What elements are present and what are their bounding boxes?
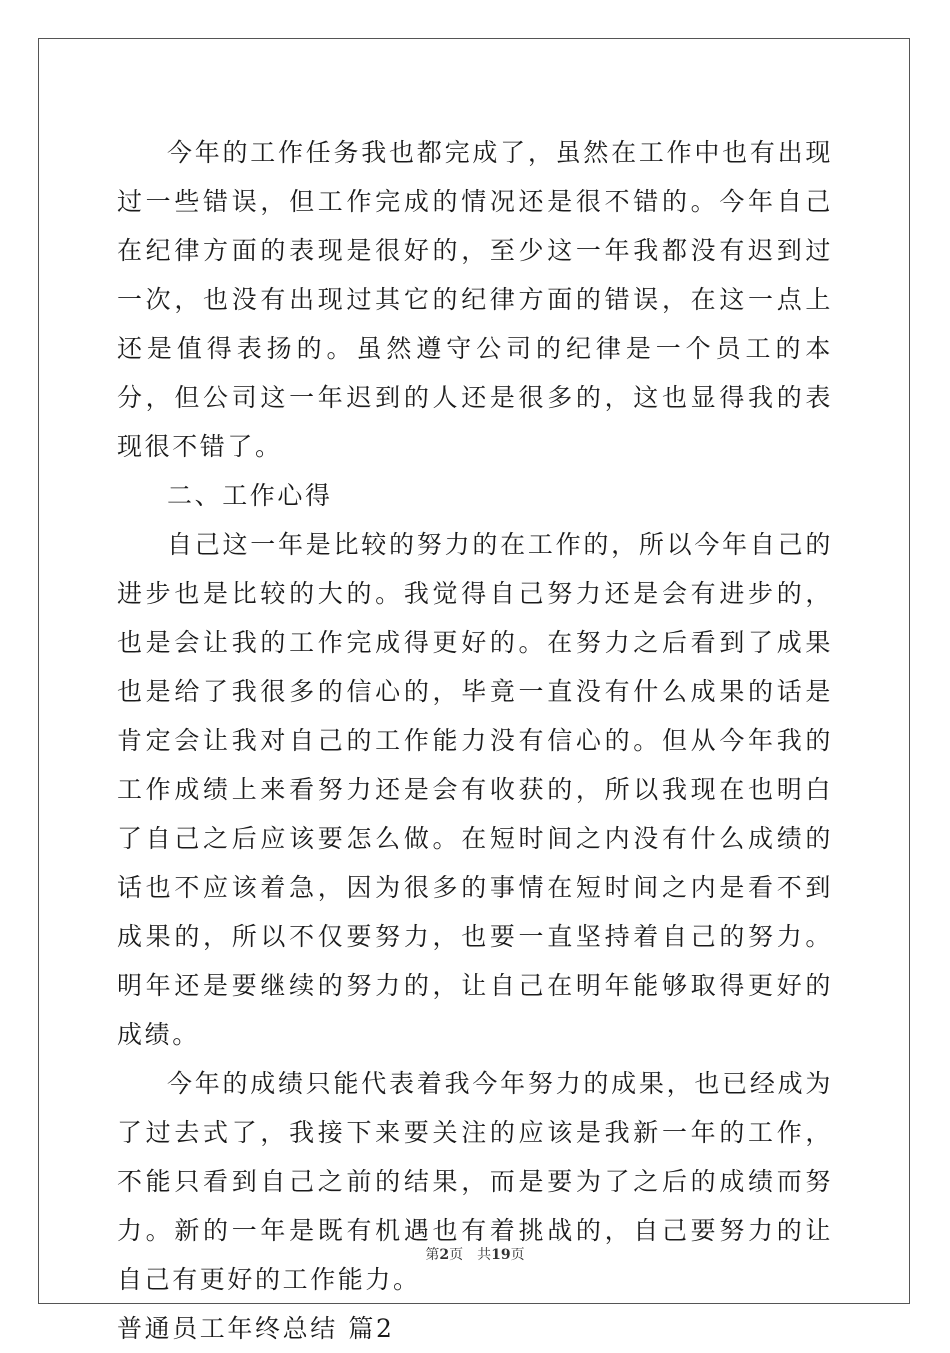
- page-footer: [0, 1244, 950, 1264]
- paragraph-2: 自己这一年是比较的努力的在工作的，所以今年自己的进步也是比较的大的。我觉得自己努力还是会有进步的，也是会让我的工作完成得更好的。在努力之后看到了成果也是给了我很多的信心的，毕竟一直没有什么成果的话是肯定会让我对自己的工作能力没有信心的。但从今年我的工作成绩上来看努力还是会有收获的，所以我现在也明白了自己之后应该要怎么做。在短时间之内没有什么成绩的话也不应该着急，因为很多的事情在短时间之内是看不到成果的，所以不仅要努力，也要一直坚持着自己的努力。明年还是要继续的努力的，让自己在明年能够取得更好的成绩。: [117, 530, 833, 1049]
- subheading-work-insights: 二、工作心得: [167, 481, 333, 510]
- paragraph-1: 今年的工作任务我也都完成了，虽然在工作中也有出现过一些错误，但工作完成的情况还是很不错的。今年自己在纪律方面的表现是很好的，至少这一年我都没有迟到过一次，也没有出现过其它的纪律方面的错误，在这一点上还是值得表扬的。虽然遵守公司的纪律是一个员工的本分，但公司这一年迟到的人还是很多的，这也显得我的表现很不错了。: [117, 138, 833, 461]
- footer-middle: 页 共: [449, 1247, 492, 1263]
- footer-prefix: 第: [425, 1247, 440, 1263]
- current-page-number: 2: [439, 1247, 450, 1263]
- section-title: 普通员工年终总结 篇2: [117, 1314, 395, 1343]
- footer-suffix: 页: [510, 1247, 525, 1263]
- total-pages-number: 19: [491, 1247, 511, 1263]
- paragraph-3: 今年的成绩只能代表着我今年努力的成果，也已经成为了过去式了，我接下来要关注的应该是我新一年的工作，不能只看到自己之前的结果，而是要为了之后的成绩而努力。新的一年是既有机遇也有着挑战的，自己要努力的让自己有更好的工作能力。: [117, 1069, 833, 1294]
- document-body: [117, 128, 833, 1353]
